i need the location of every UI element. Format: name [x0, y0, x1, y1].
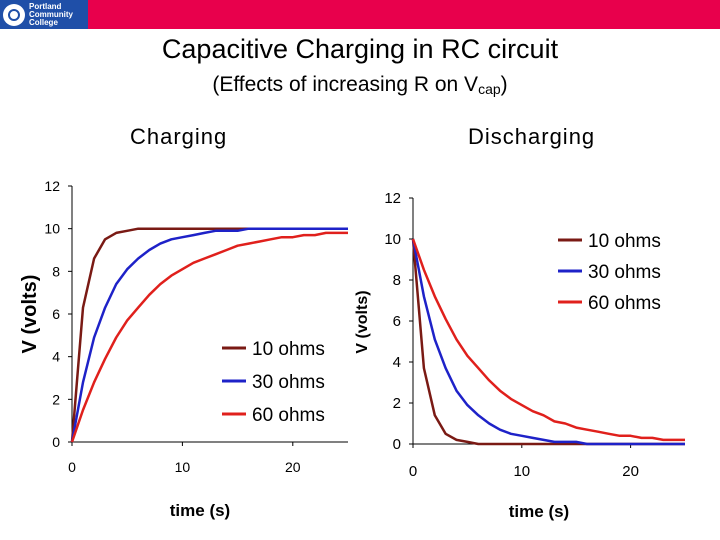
logo-icon	[3, 4, 25, 26]
y-axis-label: V (volts)	[19, 274, 41, 354]
x-tick-label: 0	[68, 459, 76, 475]
y-tick-label: 10	[384, 231, 401, 248]
y-tick-label: 2	[52, 391, 60, 408]
logo-text	[29, 3, 73, 27]
x-tick-label: 10	[513, 463, 531, 480]
y-tick-label: 4	[52, 348, 60, 365]
y-tick-label: 12	[384, 190, 401, 207]
y-tick-label: 6	[392, 313, 401, 330]
y-tick-label: 0	[52, 434, 60, 450]
x-tick-label: 20	[622, 463, 639, 480]
legend-label: 30 ohms	[252, 372, 325, 393]
x-tick-label: 0	[408, 463, 418, 480]
slide-title: Capacitive Charging in RC circuit	[161, 34, 559, 64]
discharging-heading: Discharging	[468, 124, 596, 149]
discharging-chart	[355, 180, 720, 530]
y-tick-label: 8	[52, 263, 60, 280]
y-tick-label: 10	[44, 220, 60, 237]
x-axis-label: time (s)	[169, 501, 231, 520]
legend-label: 10 ohms	[252, 339, 325, 360]
college-logo[interactable]	[0, 0, 88, 29]
charging-heading: Charging	[130, 124, 228, 149]
subtitle-text: (Effects of increasing R on V	[212, 73, 479, 96]
y-tick-label: 8	[392, 272, 401, 289]
slide-subtitle	[0, 73, 720, 97]
legend-label: 10 ohms	[588, 231, 661, 252]
y-axis-label: V (volts)	[354, 290, 371, 354]
legend-label: 60 ohms	[588, 293, 661, 314]
legend-label: 30 ohms	[588, 262, 661, 283]
subtitle-subscript: cap	[478, 81, 501, 97]
x-tick-label: 10	[174, 459, 191, 475]
y-tick-label: 6	[52, 306, 60, 322]
y-tick-label: 4	[392, 354, 401, 371]
logo-line: Portland	[29, 1, 62, 11]
logo-line: College	[29, 17, 58, 27]
logo-line: Community	[29, 9, 73, 19]
legend-label: 60 ohms	[252, 405, 325, 426]
x-tick-label: 20	[285, 459, 301, 475]
y-tick-label: 12	[44, 178, 60, 194]
subtitle-close: )	[500, 73, 508, 96]
x-axis-label: time (s)	[508, 502, 570, 521]
y-tick-label: 0	[392, 436, 401, 453]
y-tick-label: 2	[392, 395, 401, 412]
header-bar	[0, 0, 720, 29]
charging-chart	[0, 160, 360, 530]
